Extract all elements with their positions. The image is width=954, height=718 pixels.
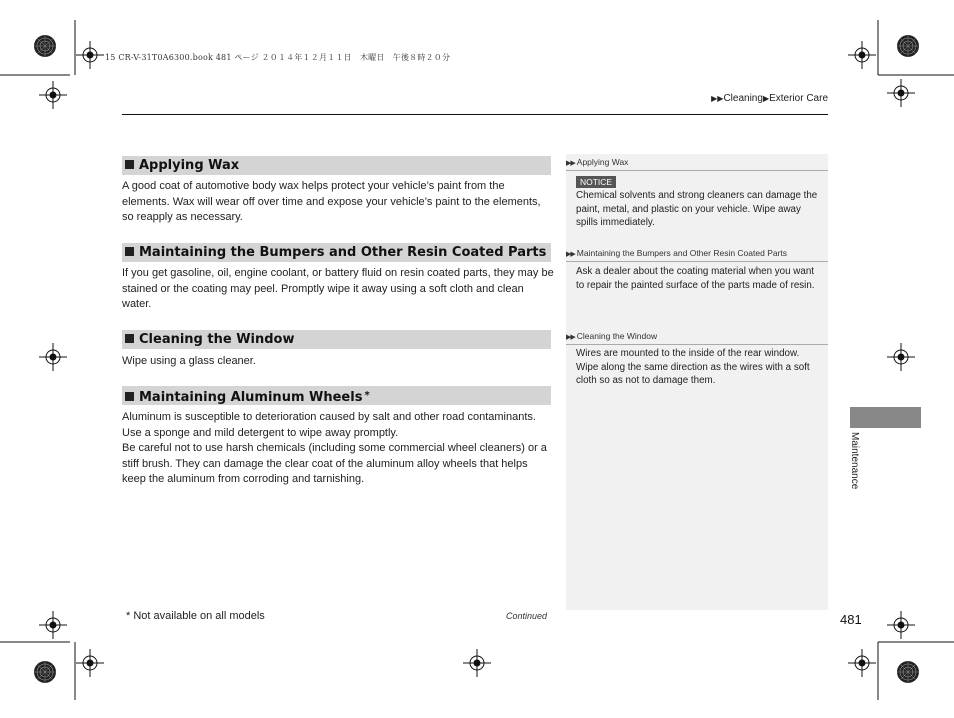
sidebar-note-rule	[566, 261, 828, 262]
page-number: 481	[840, 612, 862, 627]
notice-badge: NOTICE	[576, 176, 616, 188]
sidebar-note-title-window[interactable]: ▶▶ Cleaning the Window	[566, 331, 658, 341]
not-available-asterisk: *	[364, 390, 370, 401]
section-heading-window: Cleaning the Window	[122, 330, 551, 349]
breadcrumb-arrow-icon: ▶▶	[711, 94, 724, 103]
sidebar-note-rule	[566, 170, 828, 171]
section-body-window: Wipe using a glass cleaner.	[122, 355, 256, 367]
section-body-aluminum-wheels: Aluminum is susceptible to deterioration caused by salt and other road contaminants. Use a sponge and mild detergent to wipe away promptly. Be careful not to use harsh chemicals (including some commercial wheel cleaners) or a stiff brush. They can damage the clear coat of the aluminum alloy wheels that helps keep the aluminum from corroding and tarnishing.	[122, 411, 547, 485]
chapter-tab[interactable]	[850, 407, 921, 428]
sidebar-note-text-wax: Chemical solvents and strong cleaners can damage the paint, metal, and plastic on your vehicle. Wipe away spills immediately.	[576, 190, 818, 228]
reference-arrow-icon: ▶▶	[566, 160, 575, 167]
breadcrumb-section[interactable]: Cleaning	[723, 93, 763, 104]
sidebar-note-text-window: Wires are mounted to the inside of the rear window. Wipe along the same direction as the wires with a soft cloth so as not to damage them.	[576, 348, 810, 386]
chapter-tab-label: Maintenance	[849, 432, 860, 490]
section-heading-aluminum-wheels: Maintaining Aluminum Wheels *	[122, 386, 551, 405]
heading-square-icon	[125, 334, 134, 343]
footnote: * Not available on all models	[126, 610, 265, 622]
book-file-info: 15 CR-V-31T0A6300.book 481 ページ ２０１４年１２月１１日 木曜日 午後８時２０分	[105, 53, 451, 62]
heading-square-icon	[125, 392, 134, 401]
section-body-bumpers: If you get gasoline, oil, engine coolant, or battery fluid on resin coated parts, they may be stained or the coating may peel. Promptly wipe it away using a soft cloth and clean water.	[122, 267, 554, 310]
continued-label: Continued	[506, 611, 548, 621]
breadcrumb-separator-icon: ▶	[762, 94, 770, 103]
section-body-applying-wax: A good coat of automotive body wax helps protect your vehicle’s paint from the elements. Wax will wear off over time and expose your vehicle’s paint to the elements, so reapply as necessary.	[122, 180, 541, 223]
breadcrumb	[711, 93, 828, 104]
sidebar-note-title-wax[interactable]: ▶▶ Applying Wax	[566, 157, 629, 167]
sidebar-note-title-bumpers[interactable]: ▶▶ Maintaining the Bumpers and Other Resin Coated Parts	[566, 248, 788, 258]
header-rule	[122, 114, 828, 115]
breadcrumb-page[interactable]: Exterior Care	[769, 93, 828, 104]
heading-square-icon	[125, 247, 134, 256]
reference-arrow-icon: ▶▶	[566, 251, 575, 258]
section-heading-bumpers: Maintaining the Bumpers and Other Resin Coated Parts	[122, 243, 551, 262]
sidebar-note-text-bumpers: Ask a dealer about the coating material when you want to repair the painted surface of the parts made of resin.	[576, 266, 815, 291]
sidebar-note-rule	[566, 344, 828, 345]
heading-square-icon	[125, 160, 134, 169]
section-heading-applying-wax: Applying Wax	[122, 156, 551, 175]
reference-arrow-icon: ▶▶	[566, 334, 575, 341]
